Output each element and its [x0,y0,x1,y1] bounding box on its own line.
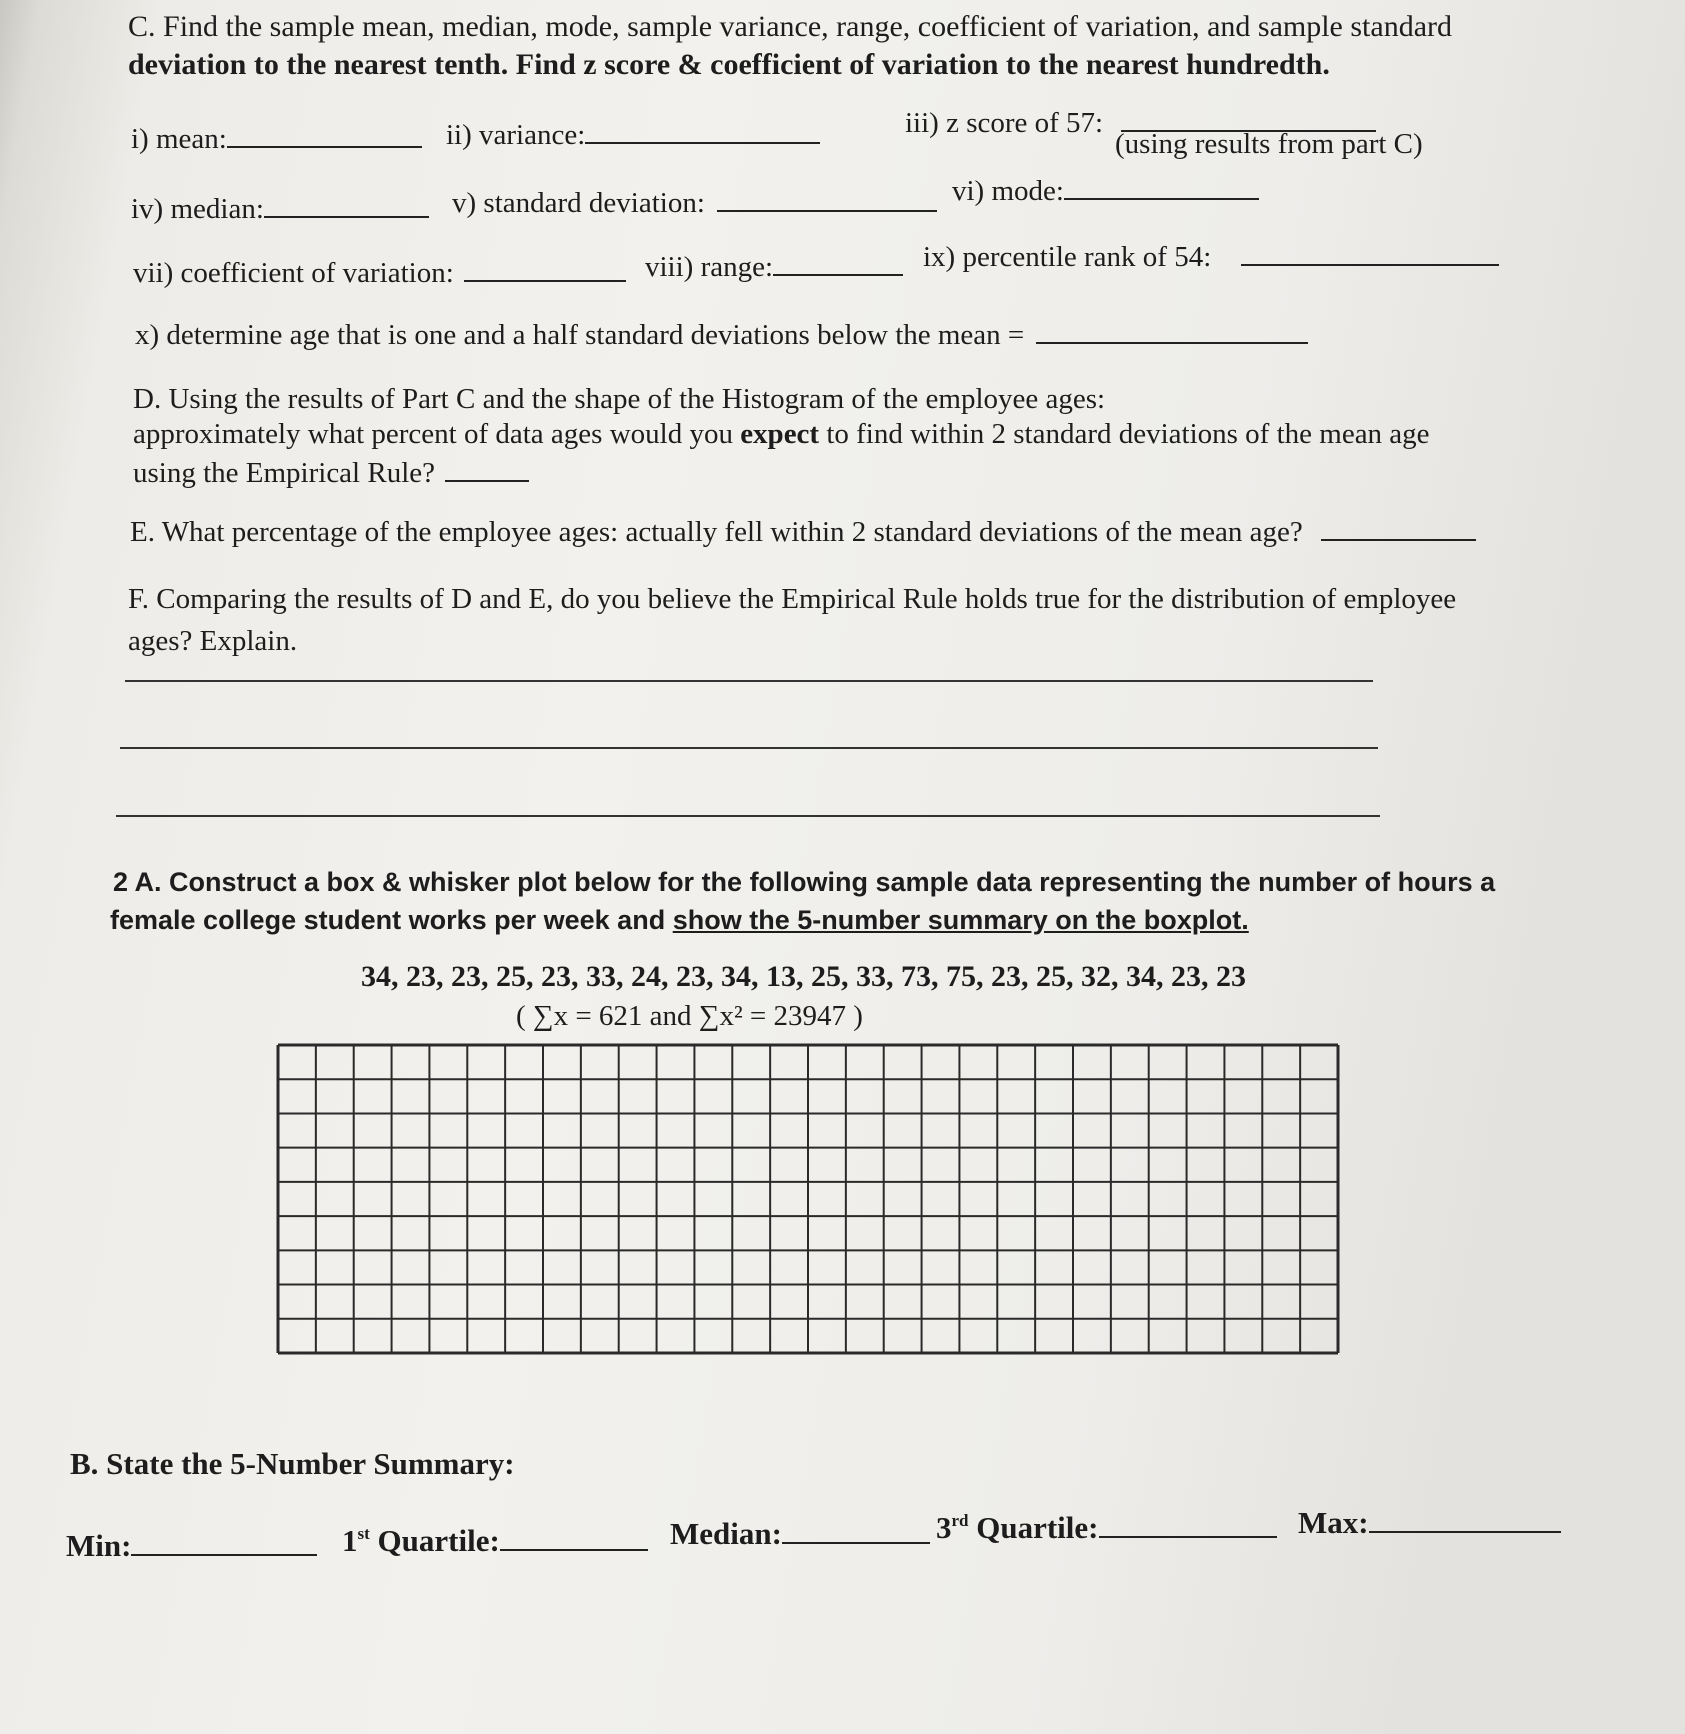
q3-prompt [936,1510,1277,1546]
q1-prompt [342,1523,648,1559]
explain-answer-line-3[interactable] [116,815,1380,817]
q1-superscript: st [357,1524,370,1543]
mode-prompt [952,172,1259,208]
range-label: viii) range: [645,251,774,283]
part-e-text: E. What percentage of the employee ages: actually fell within 2 standard deviations of the mean age? [130,516,1303,548]
coef-var-answer-blank[interactable] [464,254,626,282]
q3-number: 3 [936,1510,952,1545]
std-dev-prompt [452,184,937,220]
part-c-heading-line1: C. Find the sample mean, median, mode, sample variance, range, coefficient of variation, and sample standard [128,10,1452,43]
age-below-prompt [135,316,1308,352]
max-answer-blank[interactable] [1369,1505,1561,1533]
part-d-answer-blank[interactable] [445,454,529,482]
max-prompt [1298,1505,1561,1541]
part-d-line2-start: approximately what percent of data ages would you [133,418,741,450]
median-prompt [131,190,429,226]
std-dev-answer-blank[interactable] [717,184,937,212]
using-results-note: (using results from part C) [1115,128,1423,160]
age-below-answer-blank[interactable] [1036,316,1308,344]
explain-answer-line-2[interactable] [120,747,1378,749]
q3-superscript: rd [951,1511,969,1530]
q2a-line2-start: female college student works per week and [110,905,673,935]
q3-label: Quartile: [968,1510,1099,1545]
part-d-line3 [133,454,529,490]
median-answer-blank[interactable] [264,190,429,218]
variance-prompt [446,116,820,152]
variance-answer-blank[interactable] [585,116,820,144]
zscore-label: iii) z score of 57: [905,107,1104,139]
q1-label: Quartile: [369,1523,500,1558]
std-dev-label: v) standard deviation: [452,187,705,219]
part-c-heading-line2: deviation to the nearest tenth. Find z score & coefficient of variation to the nearest hundredth. [128,48,1330,81]
mean-answer-blank[interactable] [227,120,422,148]
min-prompt [66,1528,317,1564]
q3-answer-blank[interactable] [1099,1510,1277,1538]
explain-answer-line-1[interactable] [125,680,1373,682]
mean-prompt [131,120,422,156]
median-5num-answer-blank[interactable] [782,1516,930,1544]
q2a-line2 [110,905,1249,936]
part-d-line1: D. Using the results of Part C and the shape of the Histogram of the employee ages: [133,383,1106,415]
q2a-line1: 2 A. Construct a box & whisker plot below for the following sample data representing the number of hours a [113,867,1496,897]
part-b-heading: B. State the 5-Number Summary: [70,1446,515,1481]
part-e-answer-blank[interactable] [1321,513,1476,541]
median-5num-label: Median: [670,1516,782,1551]
percentile-answer-blank[interactable] [1241,238,1499,266]
q2a-underlined-instruction: show the 5-number summary on the boxplot. [672,905,1249,935]
part-e-line [130,513,1476,549]
coef-var-label: vii) coefficient of variation: [133,257,454,289]
mean-label: i) mean: [131,123,227,155]
part-d-line2-end: to find within 2 standard deviations of the mean age [819,418,1430,450]
part-d-expect-word: expect [740,418,820,450]
max-label: Max: [1298,1505,1369,1540]
min-answer-blank[interactable] [131,1528,317,1556]
sample-data: 34, 23, 23, 25, 23, 33, 24, 23, 34, 13, 25, 33, 73, 75, 23, 25, 32, 34, 23, 23 [361,960,1246,993]
part-f-line1: F. Comparing the results of D and E, do you believe the Empirical Rule holds true for the distribution of employee [128,583,1457,615]
part-d-line3-text: using the Empirical Rule? [133,457,436,489]
median-5num-prompt [670,1516,930,1552]
min-label: Min: [66,1528,132,1563]
mode-answer-blank[interactable] [1064,172,1259,200]
data-sums: ( ∑x = 621 and ∑x² = 23947 ) [516,1000,863,1032]
mode-label: vi) mode: [952,175,1064,207]
percentile-label: ix) percentile rank of 54: [923,241,1212,273]
part-d-line2 [133,418,1430,451]
age-below-label: x) determine age that is one and a half standard deviations below the mean = [135,319,1025,351]
q1-answer-blank[interactable] [500,1523,648,1551]
median-label: iv) median: [131,193,264,225]
percentile-prompt [923,238,1499,274]
variance-label: ii) variance: [446,119,586,151]
boxplot-grid[interactable] [276,1043,1340,1355]
coef-var-prompt [133,254,626,290]
range-answer-blank[interactable] [773,248,903,276]
part-f-line2: ages? Explain. [128,625,298,657]
q1-number: 1 [342,1523,358,1558]
range-prompt [645,248,903,284]
